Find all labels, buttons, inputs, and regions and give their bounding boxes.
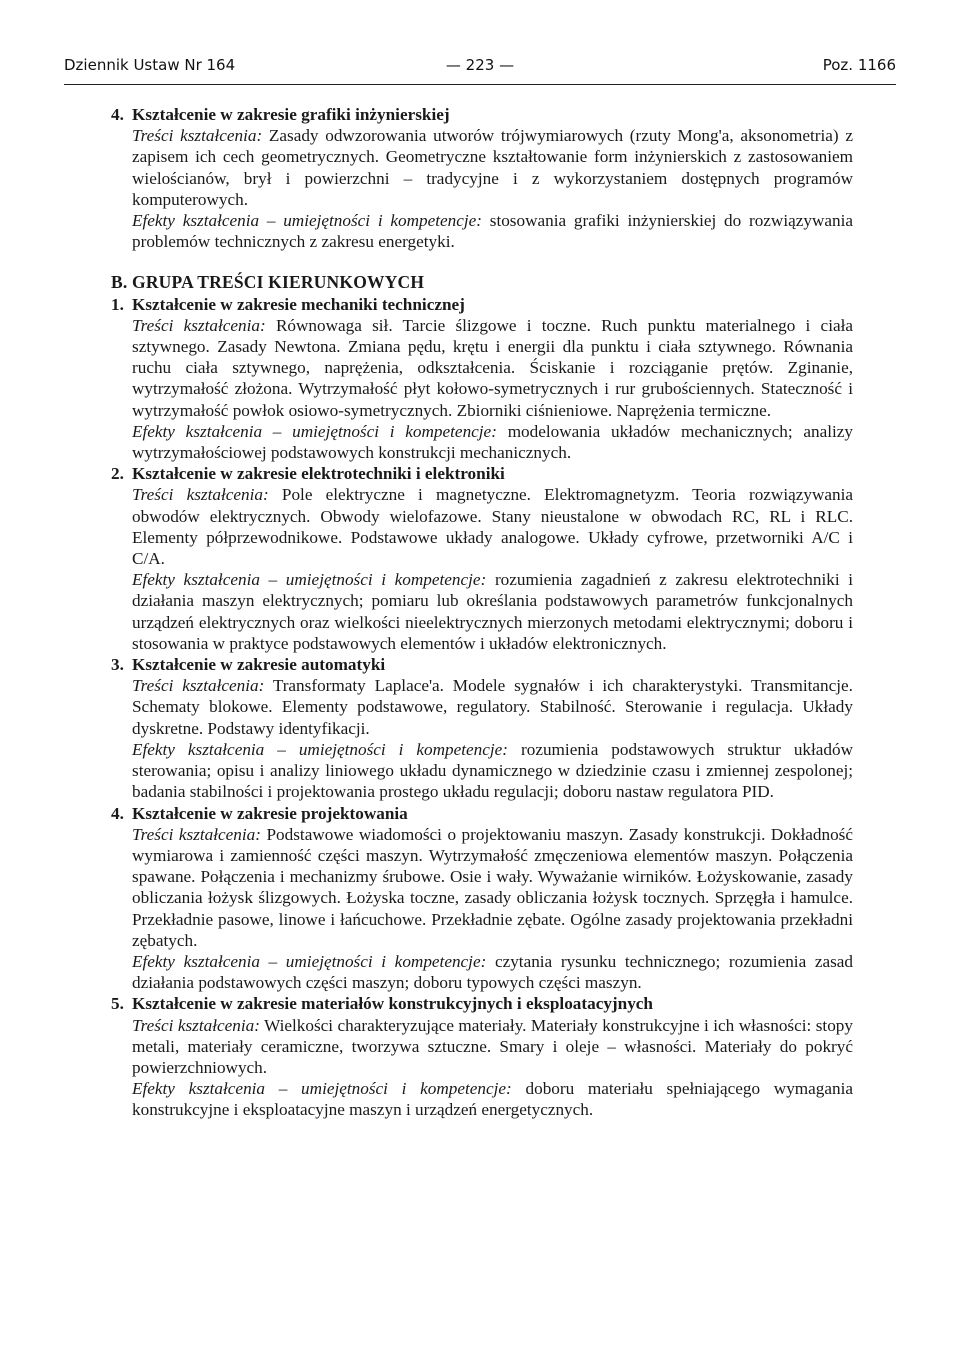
item-title: Kształcenie w zakresie elektrotechniki i elektroniki — [132, 464, 505, 484]
content-label: Treści kształcenia: — [132, 1015, 260, 1035]
item-number: 1. — [111, 294, 124, 314]
item-title: Kształcenie w zakresie grafiki inżynierskiej — [132, 105, 450, 124]
group-b-item-3 — [111, 654, 853, 802]
item-heading — [111, 654, 853, 675]
item-title: Kształcenie w zakresie automatyki — [132, 655, 386, 675]
effects-label: Efekty kształcenia – umiejętności i kompetencje: — [132, 570, 487, 590]
item-effects — [111, 421, 853, 463]
item-title: Kształcenie w zakresie mechaniki technicznej — [132, 294, 465, 314]
content-text: Podstawowe wiadomości o projektowaniu maszyn. Zasady konstrukcji. Dokładność wymiarowa i zamienność części maszyn. Wytrzymałość zmęczeniowa elementów maszyn. Połączenia spawane. Połączenia i mechanizmy śrubowe. Osie i wały. Wyważanie wirników. Łożyskowanie, zasady obliczania łożysk ślizgowych. Łożyska toczne, zasady obliczania łożysk tocznych. Sprzęgła i hamulce. Przekładnie pasowe, linowe i łańcuchowe. Przekładnie zębate. Ogólne zasady projektowania przekładni zębatych. — [132, 824, 853, 950]
content-label: Treści kształcenia: — [132, 485, 269, 505]
item-content — [111, 125, 853, 210]
effects-label: Efekty kształcenia – umiejętności i kompetencje: — [132, 951, 487, 971]
effects-label: Efekty kształcenia – umiejętności i kompetencje: — [132, 1079, 512, 1099]
item-heading — [111, 104, 853, 125]
content-label: Treści kształcenia: — [132, 676, 265, 696]
effects-text: rozumienia zagadnień z zakresu elektrotechniki i działania maszyn elektrycznych; pomiaru lub określania podstawowych parametrów funkcjonalnych urządzeń elektrycznych oraz wielkości nieelektrycznych mierzonych metodami elektrycznymi; doboru i stosowania w praktyce podstawowych elementów i układów elektronicznych. — [132, 570, 854, 653]
content-label: Treści kształcenia: — [132, 824, 261, 844]
item-effects — [111, 569, 853, 654]
group-b-item-5 — [111, 993, 853, 1120]
section-a-item-4 — [111, 104, 853, 252]
content-label: Treści kształcenia: — [132, 126, 263, 146]
page-header — [64, 56, 896, 78]
item-title: Kształcenie w zakresie projektowania — [132, 803, 408, 823]
effects-text: czytania rysunku technicznego; rozumienia zasad działania podstawowych części maszyn; doboru typowych części maszyn. — [132, 951, 853, 993]
journal-title: Dziennik Ustaw Nr 164 — [64, 56, 236, 74]
item-number: 5. — [111, 994, 124, 1014]
item-number: 4. — [111, 105, 124, 124]
content-text: Pole elektryczne i magnetyczne. Elektromagnetyzm. Teoria rozwiązywania obwodów elektrycznych. Obwody wielofazowe. Stany nieustalone w obwodach RC, RL i RLC. Elementy półprzewodnikowe. Podstawowe układy analogowe. Układy cyfrowe, przetworniki A/C i C/A. — [132, 485, 854, 569]
item-effects — [111, 210, 853, 252]
content-text: Równowaga sił. Tarcie ślizgowe i toczne. Ruch punktu materialnego i ciała sztywnego. Zasady Newtona. Zmiana pędu, krętu i energii dla punktu i ciała sztywnego. Równania ruchu ciała sztywnego, naprężenia, odkształcenia. Ściskanie i rozciąganie prętów. Zginanie, wytrzymałość złożona. Wytrzymałość płyt kołowo-symetrycznych i rur grubościennych. Stateczność i wytrzymałość powłok osiowo-symetrycznych. Zbiorniki ciśnieniowe. Naprężenia termiczne. — [132, 315, 853, 420]
group-heading: B. GRUPA TREŚCI KIERUNKOWYCH — [111, 272, 425, 293]
item-number: 4. — [111, 803, 124, 823]
effects-label: Efekty kształcenia – umiejętności i kompetencje: — [132, 211, 482, 231]
content-label: Treści kształcenia: — [132, 315, 266, 335]
item-heading — [111, 463, 853, 484]
group-b-item-1 — [111, 294, 853, 464]
content-text: Transformaty Laplace'a. Modele sygnałów i ich charakterystyki. Transmitancje. Schematy blokowe. Elementy podstawowe, regulatory. Stabilność. Sterowanie i regulacja. Układy dyskretne. Podstawy identyfikacji. — [132, 676, 853, 738]
item-heading — [111, 993, 853, 1014]
page-number: — 223 — — [445, 56, 515, 74]
item-number: 3. — [111, 655, 124, 675]
group-b-item-2 — [111, 463, 853, 654]
effects-label: Efekty kształcenia – umiejętności i kompetencje: — [132, 421, 497, 441]
item-heading — [111, 294, 853, 315]
item-heading — [111, 803, 853, 824]
content-text: Wielkości charakteryzujące materiały. Materiały konstrukcyjne i ich własności: stopy metali, materiały ceramiczne, tworzywa sztuczne. Smary i oleje – własności. Materiały do pokryć powierzchniowych. — [132, 1015, 853, 1077]
header-rule — [64, 84, 896, 85]
position-number: Poz. 1166 — [822, 56, 896, 74]
content-text: Zasady odwzorowania utworów trójwymiarowych (rzuty Mong'a, aksonometria) z zapisem ich cech geometrycznych. Geometryczne kształtowanie form inżynierskich z zastosowaniem wielościanów, brył i powierzchni – tradycyjne i z wykorzystaniem dostępnych programów komputerowych. — [132, 126, 853, 209]
document-body — [111, 104, 853, 1121]
effects-text: rozumienia podstawowych struktur układów sterowania; opisu i analizy liniowego układu dynamicznego w dziedzinie czasu i zmiennej zespolonej; badania stabilności i projektowania prostego układu regulacji; doboru nastaw regulatora PID. — [132, 739, 854, 802]
item-content — [111, 315, 853, 421]
item-content — [111, 675, 853, 739]
effects-text: doboru materiału spełniającego wymagania konstrukcyjne i eksploatacyjne maszyn i urządzeń energetycznych. — [132, 1079, 854, 1120]
item-effects — [111, 739, 853, 803]
item-effects — [111, 1078, 853, 1120]
effects-label: Efekty kształcenia – umiejętności i kompetencje: — [132, 739, 509, 759]
item-content — [111, 1015, 853, 1079]
item-content — [111, 484, 853, 569]
effects-text: modelowania układów mechanicznych; analizy wytrzymałościowej podstawowych konstrukcji mechanicznych. — [132, 421, 854, 463]
item-effects — [111, 951, 853, 993]
group-b-item-4 — [111, 803, 853, 994]
item-content — [111, 824, 853, 951]
effects-text: stosowania grafiki inżynierskiej do rozwiązywania problemów technicznych z zakresu energetyki. — [132, 211, 853, 252]
item-number: 2. — [111, 464, 124, 484]
item-title: Kształcenie w zakresie materiałów konstrukcyjnych i eksploatacyjnych — [132, 994, 653, 1014]
